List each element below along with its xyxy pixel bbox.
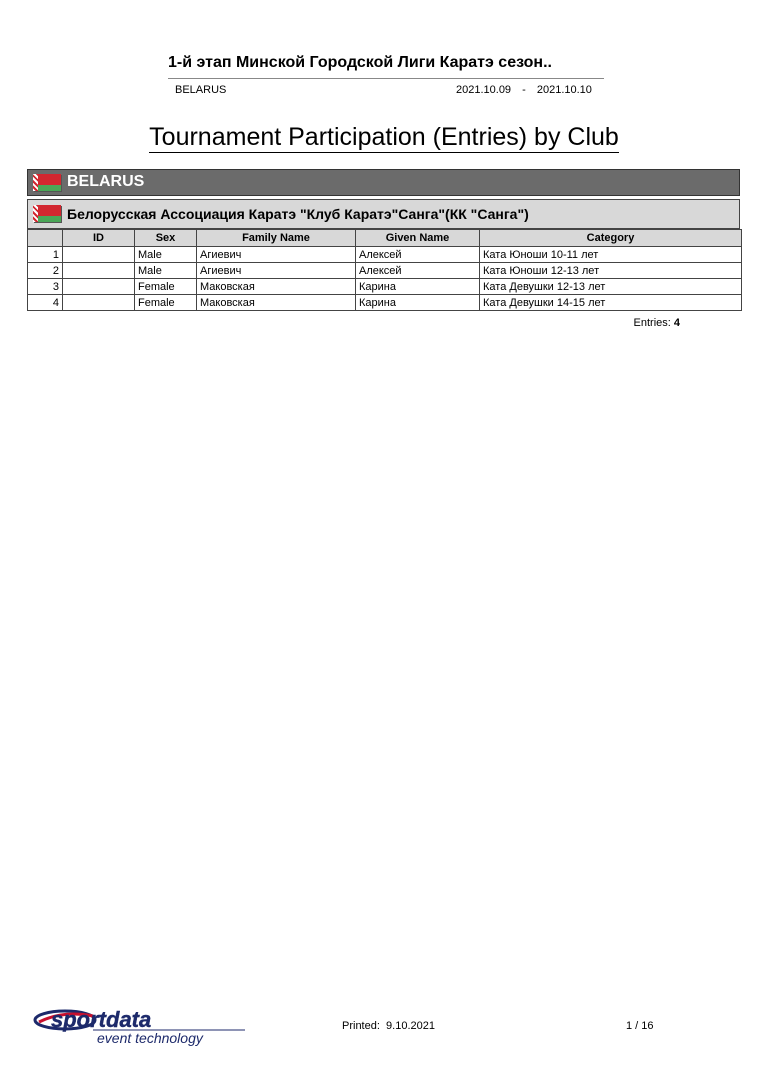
country-name: BELARUS: [67, 173, 145, 190]
club-section-header: [27, 199, 740, 229]
entries-table: [27, 229, 742, 311]
athlete-category: Ката Юноши 10-11 лет: [480, 247, 742, 263]
athlete-sex: Male: [135, 263, 197, 279]
entries-count: [600, 317, 680, 329]
athlete-sex: Female: [135, 279, 197, 295]
date-end: 2021.10.10: [536, 84, 592, 96]
table-row: [28, 295, 742, 311]
table-row: [28, 263, 742, 279]
printed-date: 9.10.2021: [386, 1020, 435, 1032]
entries-value: 4: [673, 317, 680, 329]
logo-tagline: event technology: [97, 1030, 203, 1046]
row-number: 3: [28, 279, 63, 295]
header-divider: [168, 78, 604, 79]
sportdata-logo: [33, 1006, 248, 1046]
header-country: BELARUS: [175, 84, 227, 96]
athlete-family-name: Маковская: [197, 295, 356, 311]
date-start: 2021.10.09: [456, 84, 512, 96]
athlete-given-name: Алексей: [356, 263, 480, 279]
athlete-category: Ката Девушки 14-15 лет: [480, 295, 742, 311]
athlete-category: Ката Юноши 12-13 лет: [480, 263, 742, 279]
column-header-sex: Sex: [135, 230, 197, 247]
date-separator: -: [522, 84, 526, 96]
athlete-category: Ката Девушки 12-13 лет: [480, 279, 742, 295]
athlete-given-name: Карина: [356, 279, 480, 295]
row-number: 1: [28, 247, 63, 263]
athlete-id: [63, 295, 135, 311]
belarus-flag-icon: [33, 205, 61, 222]
report-title-text: Tournament Participation (Entries) by Club: [149, 123, 619, 151]
athlete-sex: Male: [135, 247, 197, 263]
event-title: 1-й этап Минской Городской Лиги Каратэ сезон..: [168, 54, 552, 71]
report-title: [0, 123, 768, 152]
column-header-id: ID: [63, 230, 135, 247]
athlete-given-name: Карина: [356, 295, 480, 311]
club-name: Белорусская Ассоциация Каратэ "Клуб Каратэ"Санга"(КК "Санга"): [67, 206, 529, 222]
athlete-id: [63, 279, 135, 295]
column-header-family-name: Family Name: [197, 230, 356, 247]
table-row: [28, 279, 742, 295]
table-header-row: [28, 230, 742, 247]
event-dates: [456, 84, 592, 96]
printed-label: Printed:: [342, 1020, 380, 1032]
athlete-family-name: Агиевич: [197, 247, 356, 263]
logo-wordmark: sportdata: [51, 1007, 152, 1032]
entries-label: Entries:: [633, 317, 671, 329]
athlete-family-name: Маковская: [197, 279, 356, 295]
printed-info: [342, 1020, 435, 1032]
table-row: [28, 247, 742, 263]
country-section-header: [27, 169, 740, 196]
row-number: 2: [28, 263, 63, 279]
athlete-given-name: Алексей: [356, 247, 480, 263]
belarus-flag-icon: [33, 174, 61, 191]
column-header-number: [28, 230, 63, 247]
athlete-id: [63, 263, 135, 279]
athlete-sex: Female: [135, 295, 197, 311]
row-number: 4: [28, 295, 63, 311]
column-header-given-name: Given Name: [356, 230, 480, 247]
column-header-category: Category: [480, 230, 742, 247]
page-number: 1 / 16: [626, 1020, 654, 1032]
athlete-family-name: Агиевич: [197, 263, 356, 279]
athlete-id: [63, 247, 135, 263]
